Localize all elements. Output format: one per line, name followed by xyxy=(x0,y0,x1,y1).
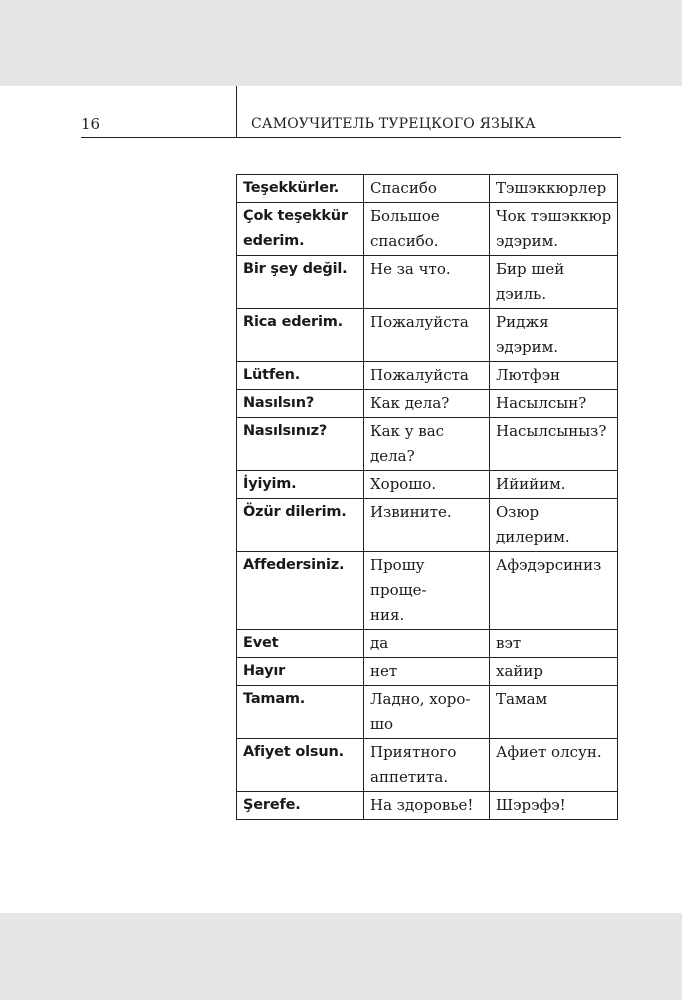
table-row xyxy=(237,175,618,203)
russian-translation-cell: Как у вас дела? xyxy=(364,418,490,471)
table-row xyxy=(237,739,618,792)
turkish-phrase-cell: Lütfen. xyxy=(237,362,364,390)
turkish-phrase-cell: İyiyim. xyxy=(237,471,364,499)
turkish-phrase-cell: Rica ederim. xyxy=(237,309,364,362)
russian-translation-cell: Спасибо xyxy=(364,175,490,203)
russian-translation-cell: Как дела? xyxy=(364,390,490,418)
transcription-cell: Ийийим. xyxy=(490,471,618,499)
transcription-cell: Бир шей дэиль. xyxy=(490,256,618,309)
transcription-cell: Насылсын? xyxy=(490,390,618,418)
turkish-phrase-cell: Bir şey değil. xyxy=(237,256,364,309)
turkish-phrase-cell: Teşekkürler. xyxy=(237,175,364,203)
transcription-cell: Афэдэрсиниз xyxy=(490,552,618,630)
table-row xyxy=(237,658,618,686)
transcription-cell: Шэрэфэ! xyxy=(490,792,618,820)
russian-translation-cell: Хорошо. xyxy=(364,471,490,499)
phrase-table xyxy=(236,174,618,820)
turkish-phrase-cell: Affedersiniz. xyxy=(237,552,364,630)
russian-translation-cell: да xyxy=(364,630,490,658)
russian-translation-cell: Пожалуйста xyxy=(364,309,490,362)
transcription-cell: хайир xyxy=(490,658,618,686)
russian-translation-cell: Прошу проще- ния. xyxy=(364,552,490,630)
turkish-phrase-cell: Nasılsın? xyxy=(237,390,364,418)
russian-translation-cell: нет xyxy=(364,658,490,686)
turkish-phrase-cell: Şerefe. xyxy=(237,792,364,820)
table-row xyxy=(237,203,618,256)
table-row xyxy=(237,309,618,362)
top-margin-band xyxy=(0,0,682,86)
turkish-phrase-cell: Çok teşekkür ederim. xyxy=(237,203,364,256)
running-header-title: САМОУЧИТЕЛЬ ТУРЕЦКОГО ЯЗЫКА xyxy=(251,116,536,132)
transcription-cell: Тэшэккюрлер xyxy=(490,175,618,203)
table-row xyxy=(237,552,618,630)
page-number: 16 xyxy=(81,115,101,133)
table-row xyxy=(237,256,618,309)
russian-translation-cell: Не за что. xyxy=(364,256,490,309)
table-row xyxy=(237,686,618,739)
turkish-phrase-cell: Afiyet olsun. xyxy=(237,739,364,792)
russian-translation-cell: Пожалуйста xyxy=(364,362,490,390)
transcription-cell: Афиет олсун. xyxy=(490,739,618,792)
table-row xyxy=(237,499,618,552)
phrase-table-body xyxy=(237,175,618,820)
turkish-phrase-cell: Tamam. xyxy=(237,686,364,739)
header-vertical-rule xyxy=(236,86,237,138)
turkish-phrase-cell: Evet xyxy=(237,630,364,658)
russian-translation-cell: Извините. xyxy=(364,499,490,552)
transcription-cell: Озюр дилерим. xyxy=(490,499,618,552)
header-horizontal-rule xyxy=(81,137,621,138)
russian-translation-cell: Ладно, хоро- шо xyxy=(364,686,490,739)
transcription-cell: вэт xyxy=(490,630,618,658)
bottom-margin-band xyxy=(0,913,682,1000)
transcription-cell: Лютфэн xyxy=(490,362,618,390)
russian-translation-cell: Приятного аппетита. xyxy=(364,739,490,792)
turkish-phrase-cell: Nasılsınız? xyxy=(237,418,364,471)
table-row xyxy=(237,630,618,658)
table-row xyxy=(237,471,618,499)
turkish-phrase-cell: Özür dilerim. xyxy=(237,499,364,552)
table-row xyxy=(237,418,618,471)
table-row xyxy=(237,792,618,820)
russian-translation-cell: На здоровье! xyxy=(364,792,490,820)
table-row xyxy=(237,362,618,390)
russian-translation-cell: Большое спасибо. xyxy=(364,203,490,256)
transcription-cell: Тамам xyxy=(490,686,618,739)
transcription-cell: Чок тэшэккюр эдэрим. xyxy=(490,203,618,256)
table-row xyxy=(237,390,618,418)
transcription-cell: Риджя эдэрим. xyxy=(490,309,618,362)
transcription-cell: Насылсыныз? xyxy=(490,418,618,471)
turkish-phrase-cell: Hayır xyxy=(237,658,364,686)
